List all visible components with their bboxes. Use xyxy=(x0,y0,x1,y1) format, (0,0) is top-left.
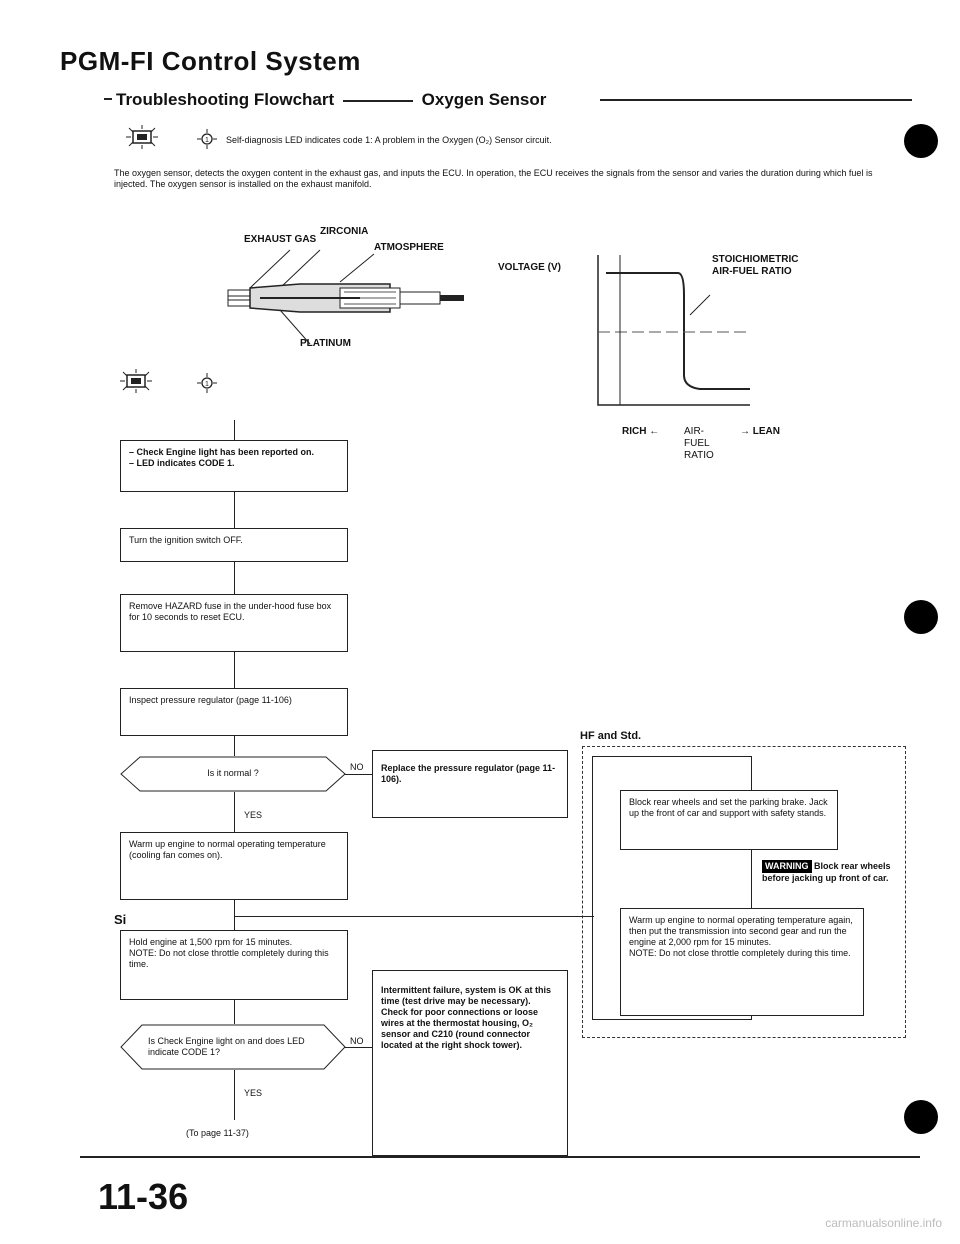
page-number: 11-36 xyxy=(98,1176,189,1217)
heading-dash xyxy=(343,100,413,102)
check-engine-icon xyxy=(124,124,160,150)
label-atmosphere: ATMOSPHERE xyxy=(374,242,444,253)
flow-step-warm-up-2000-main: Warm up engine to normal operating temperature again, then put the transmission into second gear and run the engine at 2,000 rpm for 15 minutes. xyxy=(629,915,853,947)
flow-connector xyxy=(234,1000,235,1024)
flow-connector xyxy=(234,562,235,594)
label-platinum: PLATINUM xyxy=(300,338,351,349)
flow-connector xyxy=(234,900,235,930)
to-page-link[interactable]: (To page 11-37) xyxy=(186,1128,249,1138)
flow-connector xyxy=(234,420,235,440)
flow-connector xyxy=(234,1070,235,1120)
flow-step-warm-up: Warm up engine to normal operating temperature (cooling fan comes on). xyxy=(120,832,348,900)
header-rule xyxy=(104,98,112,100)
graph-air-3: RATIO xyxy=(684,450,714,461)
binder-hole xyxy=(904,1100,938,1134)
graph-lean: → LEAN xyxy=(740,426,780,437)
page-title: PGM-FI Control System xyxy=(60,46,361,76)
label-exhaust-gas: EXHAUST GAS xyxy=(244,234,317,245)
graph-stoich-2: AIR-FUEL RATIO xyxy=(712,266,792,277)
svg-text:1: 1 xyxy=(205,381,209,388)
flow-step-remove-fuse: Remove HAZARD fuse in the under-hood fuse box for 10 seconds to reset ECU. xyxy=(120,594,348,652)
oxygen-sensor-diagram xyxy=(220,248,480,348)
label-yes-1: YES xyxy=(244,810,263,820)
led-icon-2 xyxy=(196,372,218,394)
warning-badge: WARNING xyxy=(762,860,812,873)
air-fuel-graph xyxy=(590,255,765,415)
flow-step-inspect-regulator: Inspect pressure regulator (page 11-106) xyxy=(120,688,348,736)
flow-step-block-wheels: Block rear wheels and set the parking brake. Jack up the front of car and support with safety stands. xyxy=(620,790,838,850)
flow-step-check-light xyxy=(120,440,348,492)
label-no-1: NO xyxy=(350,762,364,772)
hf-std-label: HF and Std. xyxy=(580,730,642,742)
graph-air-2: FUEL xyxy=(684,438,710,449)
flow-step-replace-regulator: Replace the pressure regulator (page 11-106). xyxy=(372,750,568,818)
decision-is-normal-text: Is it normal ? xyxy=(207,768,259,778)
code-note: Self-diagnosis LED indicates code 1: A problem in the Oxygen (O₂) Sensor circuit. xyxy=(226,135,552,145)
section-heading xyxy=(116,90,546,110)
heading-rule-right xyxy=(600,99,912,101)
label-si: Si xyxy=(114,912,127,927)
led-icon xyxy=(196,128,218,150)
graph-stoich-1: STOICHIOMETRIC xyxy=(712,254,799,265)
flow-step-check-light-line1: – Check Engine light has been reported on. xyxy=(129,447,315,457)
footer-rule xyxy=(80,1156,920,1158)
graph-voltage-label: VOLTAGE (V) xyxy=(498,262,561,273)
no2-connector xyxy=(344,1047,372,1048)
watermark: carmanualsonline.info xyxy=(825,1216,942,1230)
binder-hole xyxy=(904,124,938,158)
label-no-2: NO xyxy=(350,1036,364,1046)
flow-connector xyxy=(234,792,235,832)
check-engine-icon-2 xyxy=(118,368,154,394)
label-zirconia: ZIRCONIA xyxy=(320,226,369,237)
flow-connector xyxy=(234,736,235,756)
graph-air-1: AIR- xyxy=(684,426,704,437)
label-yes-2: YES xyxy=(244,1088,263,1098)
binder-hole xyxy=(904,600,938,634)
flow-connector xyxy=(234,652,235,688)
flow-step-intermittent-failure: Intermittent failure, system is OK at this time (test drive may be necessary). Check for poor connections or loose wires at the thermostat housing, O₂ sensor and C210 (round connector located at the right shock tower). xyxy=(372,970,568,1156)
decision-is-normal xyxy=(120,756,346,792)
flow-step-ignition-off: Turn the ignition switch OFF. xyxy=(120,528,348,562)
flow-step-warm-up-2000 xyxy=(620,908,864,1016)
graph-rich: RICH ← xyxy=(622,426,660,437)
flow-step-hold-1500-main: Hold engine at 1,500 rpm for 15 minutes. xyxy=(129,937,293,947)
warning-text: Block rear wheels before jacking up front of car. xyxy=(762,861,891,883)
svg-text:1: 1 xyxy=(205,137,209,144)
flow-step-hold-1500 xyxy=(120,930,348,1000)
flow-step-warm-up-2000-note: NOTE: Do not close throttle completely during this time. xyxy=(629,948,851,958)
heading-right: Oxygen Sensor xyxy=(421,90,547,109)
si-branch-line xyxy=(234,916,594,917)
heading-left: Troubleshooting Flowchart xyxy=(116,90,335,109)
description: The oxygen sensor, detects the oxygen content in the exhaust gas, and inputs the ECU. In operation, the ECU receives the signals from the sensor and varies the duration during which fuel is injected. The oxygen sensor is installed on the exhaust manifold. xyxy=(114,168,873,189)
flow-step-hold-1500-note: NOTE: Do not close throttle completely during this time. xyxy=(129,948,329,969)
decision-check-light-code1 xyxy=(120,1024,346,1070)
decision-check-light-code1-text: Is Check Engine light on and does LED indicate CODE 1? xyxy=(148,1036,305,1057)
warning-block xyxy=(762,860,892,884)
no1-connector xyxy=(344,774,372,775)
flow-step-check-light-line2: – LED indicates CODE 1. xyxy=(129,458,235,468)
flow-connector xyxy=(234,492,235,528)
